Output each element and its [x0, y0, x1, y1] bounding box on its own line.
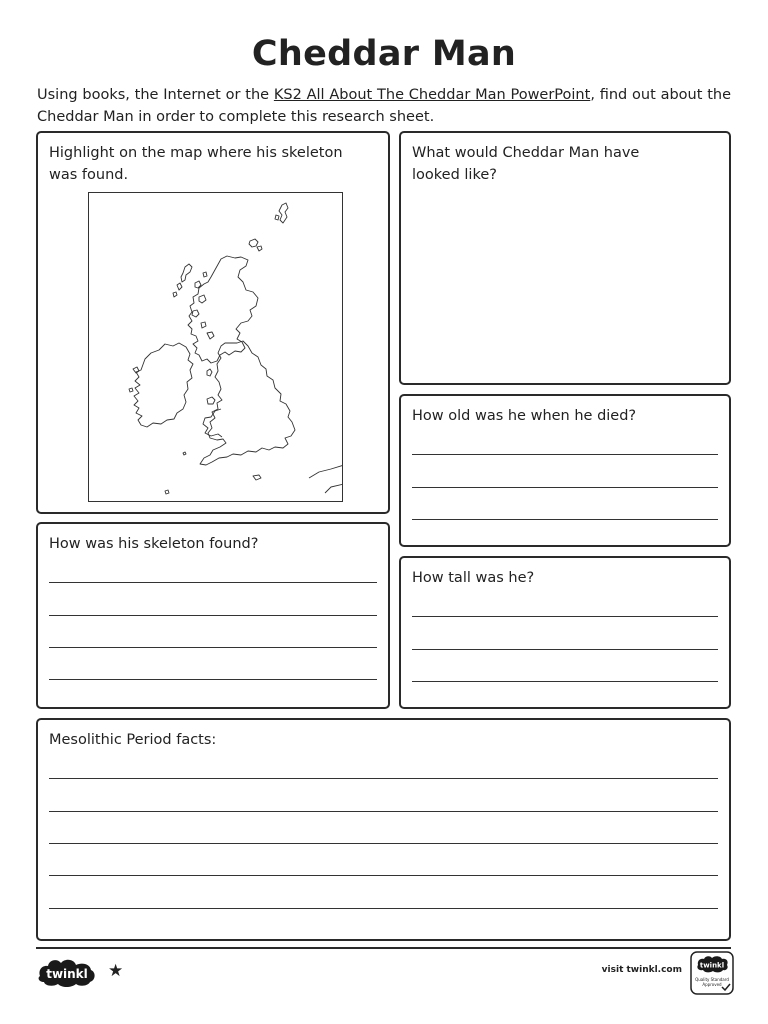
answer-line[interactable] — [412, 519, 718, 520]
appearance-prompt: What would Cheddar Man have looked like? — [412, 145, 640, 183]
answer-line[interactable] — [49, 679, 377, 680]
answer-line[interactable] — [412, 649, 718, 650]
appearance-box[interactable] — [399, 131, 731, 385]
powerpoint-link[interactable]: KS2 All About The Cheddar Man PowerPoint — [273, 87, 591, 103]
facts-prompt: Mesolithic Period facts: — [49, 732, 217, 748]
answer-line[interactable] — [49, 843, 718, 844]
answer-line[interactable] — [49, 582, 377, 583]
answer-line[interactable] — [49, 875, 718, 876]
height-prompt: How tall was he? — [412, 570, 535, 586]
footer-divider — [36, 947, 731, 949]
skeleton-box — [36, 522, 390, 709]
twinkl-logo[interactable] — [36, 956, 98, 988]
answer-line[interactable] — [49, 778, 718, 779]
skeleton-prompt: How was his skeleton found? — [49, 536, 259, 552]
visit-link[interactable]: visit twinkl.com — [601, 965, 682, 975]
map-prompt: Highlight on the map where his skeleton was found. — [49, 145, 343, 183]
age-box — [399, 394, 731, 547]
badge-line1: Quality Standard — [695, 977, 729, 982]
answer-line[interactable] — [412, 681, 718, 682]
quality-badge — [690, 951, 734, 995]
intro-after: , find out about the Cheddar Man in order to complete this research sheet. — [37, 87, 732, 125]
answer-line[interactable] — [49, 647, 377, 648]
page-title: Cheddar Man — [251, 34, 517, 74]
logo-text: twinkl — [46, 967, 88, 981]
map-box — [36, 131, 390, 514]
facts-box — [36, 718, 731, 941]
age-prompt: How old was he when he died? — [412, 408, 637, 424]
intro-text — [37, 84, 731, 128]
height-box — [399, 556, 731, 709]
star-icon: ★ — [108, 961, 124, 981]
answer-line[interactable] — [412, 487, 718, 488]
uk-map[interactable] — [88, 192, 343, 502]
answer-line[interactable] — [49, 908, 718, 909]
answer-line[interactable] — [412, 454, 718, 455]
answer-line[interactable] — [49, 615, 377, 616]
uk-map-outline — [89, 193, 343, 502]
badge-line2: Approved — [702, 982, 722, 987]
answer-line[interactable] — [49, 811, 718, 812]
badge-top-text: twinkl — [699, 961, 725, 970]
intro-before: Using books, the Internet or the — [37, 87, 274, 103]
answer-line[interactable] — [412, 616, 718, 617]
